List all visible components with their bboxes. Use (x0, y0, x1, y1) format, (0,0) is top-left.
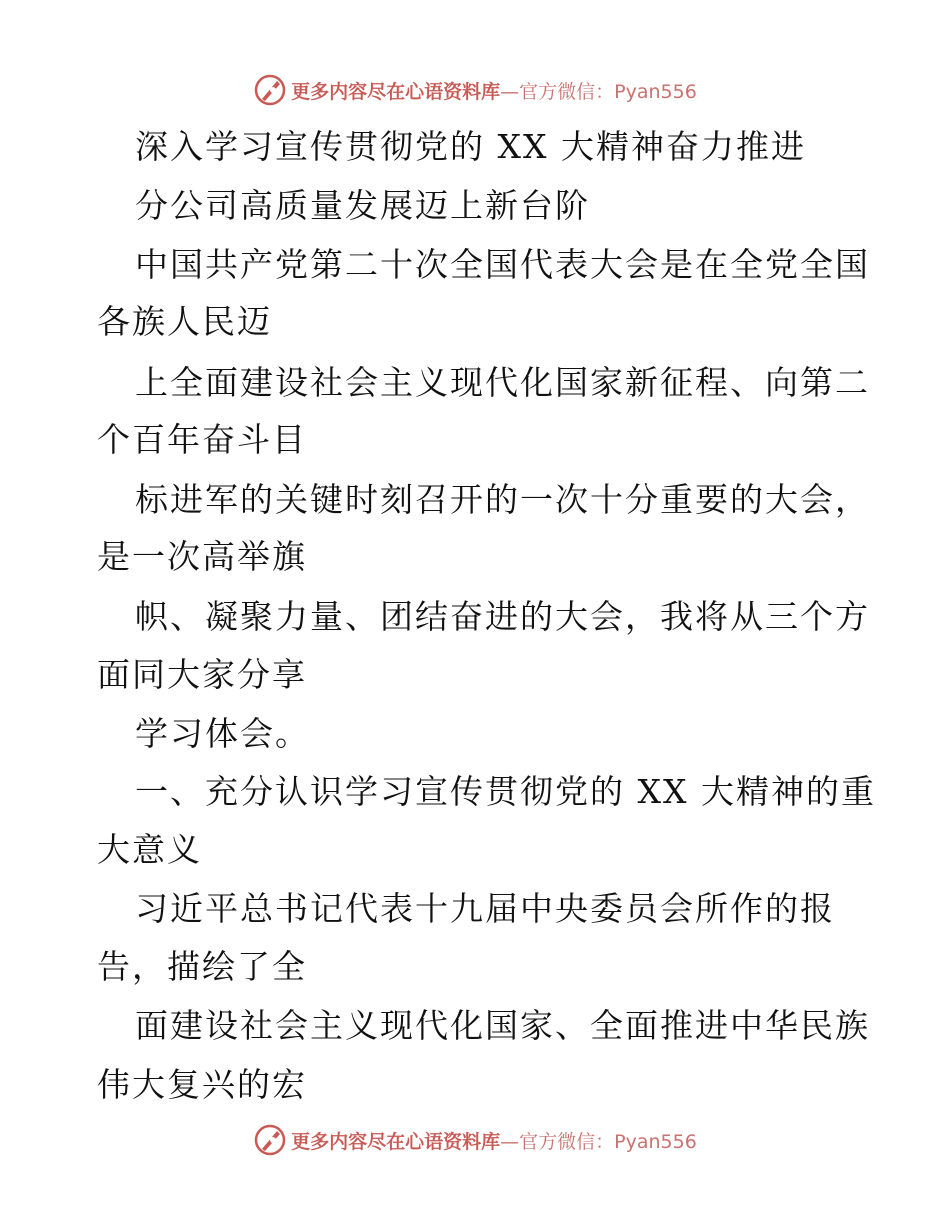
doc-text-line: 学习体会。 (135, 714, 310, 753)
doc-text-line: 面同大家分享 (97, 655, 307, 694)
footer-watermark (0, 1120, 950, 1160)
doc-text-line: 是一次高举旗 (97, 537, 307, 576)
doc-title-line-1: 深入学习宣传贯彻党的 XX 大精神奋力推进 (135, 127, 806, 166)
doc-heading-line: 一、充分认识学习宣传贯彻党的 XX 大精神的重 (135, 772, 876, 811)
watermark-separator: — (500, 80, 520, 103)
watermark-contact: 官方微信：Pyan556 (519, 80, 697, 103)
doc-text-line: 伟大复兴的宏 (97, 1065, 307, 1104)
doc-heading-line: 大意义 (97, 830, 202, 869)
doc-text-line: 习近平总书记代表十九届中央委员会所作的报 (135, 889, 835, 928)
doc-text-line: 帜、凝聚力量、团结奋进的大会，我将从三个方 (135, 597, 870, 636)
doc-text-line: 面建设社会主义现代化国家、全面推进中华民族 (135, 1006, 870, 1045)
doc-text-line: 个百年奋斗目 (97, 420, 307, 459)
quill-pen-circle-icon (253, 1123, 287, 1157)
doc-text-line: 告，描绘了全 (97, 947, 307, 986)
doc-text-line: 标进军的关键时刻召开的一次十分重要的大会， (135, 480, 870, 519)
doc-text-line: 各族人民迈 (97, 302, 272, 341)
watermark-separator: — (500, 1130, 520, 1153)
doc-text-line: 中国共产党第二十次全国代表大会是在全党全国 (135, 245, 870, 284)
watermark-brand: 更多内容尽在心语资料库 (291, 80, 501, 103)
doc-title-line-2: 分公司高质量发展迈上新台阶 (135, 186, 590, 225)
watermark-brand: 更多内容尽在心语资料库 (291, 1130, 501, 1153)
watermark-contact: 官方微信：Pyan556 (519, 1130, 697, 1153)
doc-text-line: 上全面建设社会主义现代化国家新征程、向第二 (135, 363, 870, 402)
